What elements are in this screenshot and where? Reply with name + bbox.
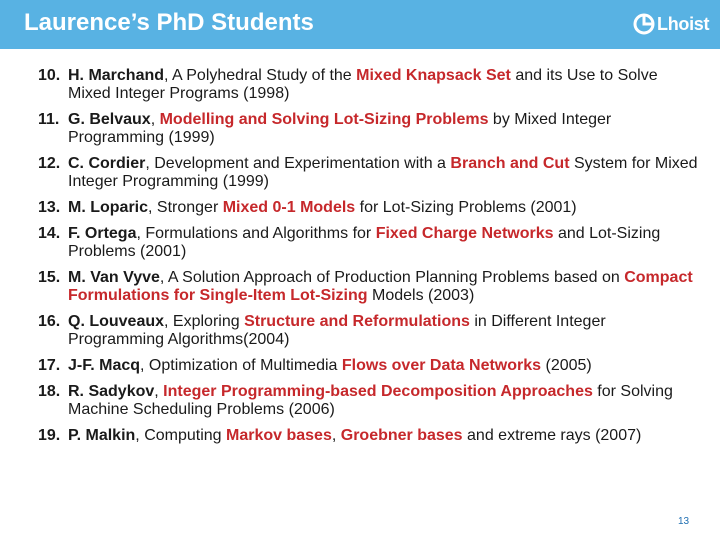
item-number: 11. xyxy=(38,111,60,128)
thesis-topic-highlight: Integer Programming-based Decomposition Approaches xyxy=(163,383,593,400)
lhoist-logo-icon xyxy=(632,12,656,36)
student-item xyxy=(38,383,698,419)
item-number: 12. xyxy=(38,155,61,172)
student-list xyxy=(38,67,698,453)
thesis-topic-highlight: Modelling and Solving Lot-Sizing Problems xyxy=(159,111,489,128)
item-number: 19. xyxy=(38,427,61,444)
thesis-text: and its Use to Solve Mixed Integer Programs (1998) xyxy=(68,67,658,102)
thesis-topic-highlight: Compact Formulations for Single-Item Lot-Sizing xyxy=(68,269,693,304)
student-name: M. Loparic xyxy=(68,199,149,216)
thesis-text: and Lot-Sizing Problems (2001) xyxy=(68,225,661,260)
student-item xyxy=(38,67,698,103)
student-item xyxy=(38,269,698,305)
item-number: 18. xyxy=(38,383,61,400)
student-name: G. Belvaux xyxy=(68,111,151,128)
item-number: 10. xyxy=(38,67,61,84)
thesis-text: , Optimization of Multimedia xyxy=(140,357,342,374)
item-number: 16. xyxy=(38,313,61,330)
title-bar xyxy=(0,0,720,49)
thesis-text: (2005) xyxy=(541,357,592,374)
thesis-topic-highlight: Structure and Reformulations xyxy=(244,313,470,330)
thesis-text: in Different Integer Programming Algorithms(2004) xyxy=(68,313,606,348)
thesis-text: , xyxy=(331,427,341,444)
student-name: M. Van Vyve xyxy=(68,269,160,286)
thesis-text: , Development and Experimentation with a xyxy=(145,155,451,172)
student-name: F. Ortega xyxy=(68,225,137,242)
student-name: J-F. Macq xyxy=(68,357,141,374)
thesis-text: Models (2003) xyxy=(367,287,475,304)
student-name: H. Marchand xyxy=(68,67,165,84)
thesis-topic-highlight: Branch and Cut xyxy=(450,155,570,172)
thesis-text: , xyxy=(150,111,160,128)
thesis-topic-highlight: Markov bases xyxy=(226,427,332,444)
student-item xyxy=(38,313,698,349)
student-name: Q. Louveaux xyxy=(68,313,165,330)
thesis-text: and extreme rays (2007) xyxy=(462,427,642,444)
student-item xyxy=(38,427,698,445)
thesis-topic-highlight: Mixed 0-1 Models xyxy=(222,199,356,216)
item-number: 13. xyxy=(38,199,61,216)
student-item xyxy=(38,225,698,261)
thesis-text: for Solving Machine Scheduling Problems (2006) xyxy=(68,383,673,418)
student-name: R. Sadykov xyxy=(68,383,155,400)
thesis-text: for Lot-Sizing Problems (2001) xyxy=(355,199,577,216)
item-number: 15. xyxy=(38,269,61,286)
logo-text: Lhoist xyxy=(657,13,710,34)
thesis-text: , xyxy=(154,383,164,400)
item-number: 14. xyxy=(38,225,61,242)
thesis-text: by Mixed Integer Programming (1999) xyxy=(68,111,612,146)
thesis-text: System for Mixed Integer Programming (1999) xyxy=(68,155,698,190)
thesis-text: , Formulations and Algorithms for xyxy=(136,225,376,242)
thesis-topic-highlight: Fixed Charge Networks xyxy=(375,225,554,242)
thesis-topic-highlight: Flows over Data Networks xyxy=(341,357,542,374)
thesis-text: , Computing xyxy=(135,427,227,444)
student-item xyxy=(38,199,698,217)
thesis-text: , Stronger xyxy=(148,199,223,216)
student-item xyxy=(38,155,698,191)
student-name: P. Malkin xyxy=(68,427,136,444)
page-title: Laurence’s PhD Students xyxy=(24,9,314,36)
page-number: 13 xyxy=(678,516,690,527)
student-name: C. Cordier xyxy=(68,155,146,172)
student-item xyxy=(38,111,698,147)
thesis-text: , Exploring xyxy=(164,313,245,330)
thesis-text: , A Solution Approach of Production Planning Problems based on xyxy=(159,269,625,286)
item-number: 17. xyxy=(38,357,61,374)
lhoist-logo xyxy=(632,10,709,38)
thesis-text: , A Polyhedral Study of the xyxy=(164,67,357,84)
student-item xyxy=(38,357,698,375)
thesis-topic-highlight: Mixed Knapsack Set xyxy=(356,67,511,84)
thesis-topic-highlight: Groebner bases xyxy=(340,427,463,444)
